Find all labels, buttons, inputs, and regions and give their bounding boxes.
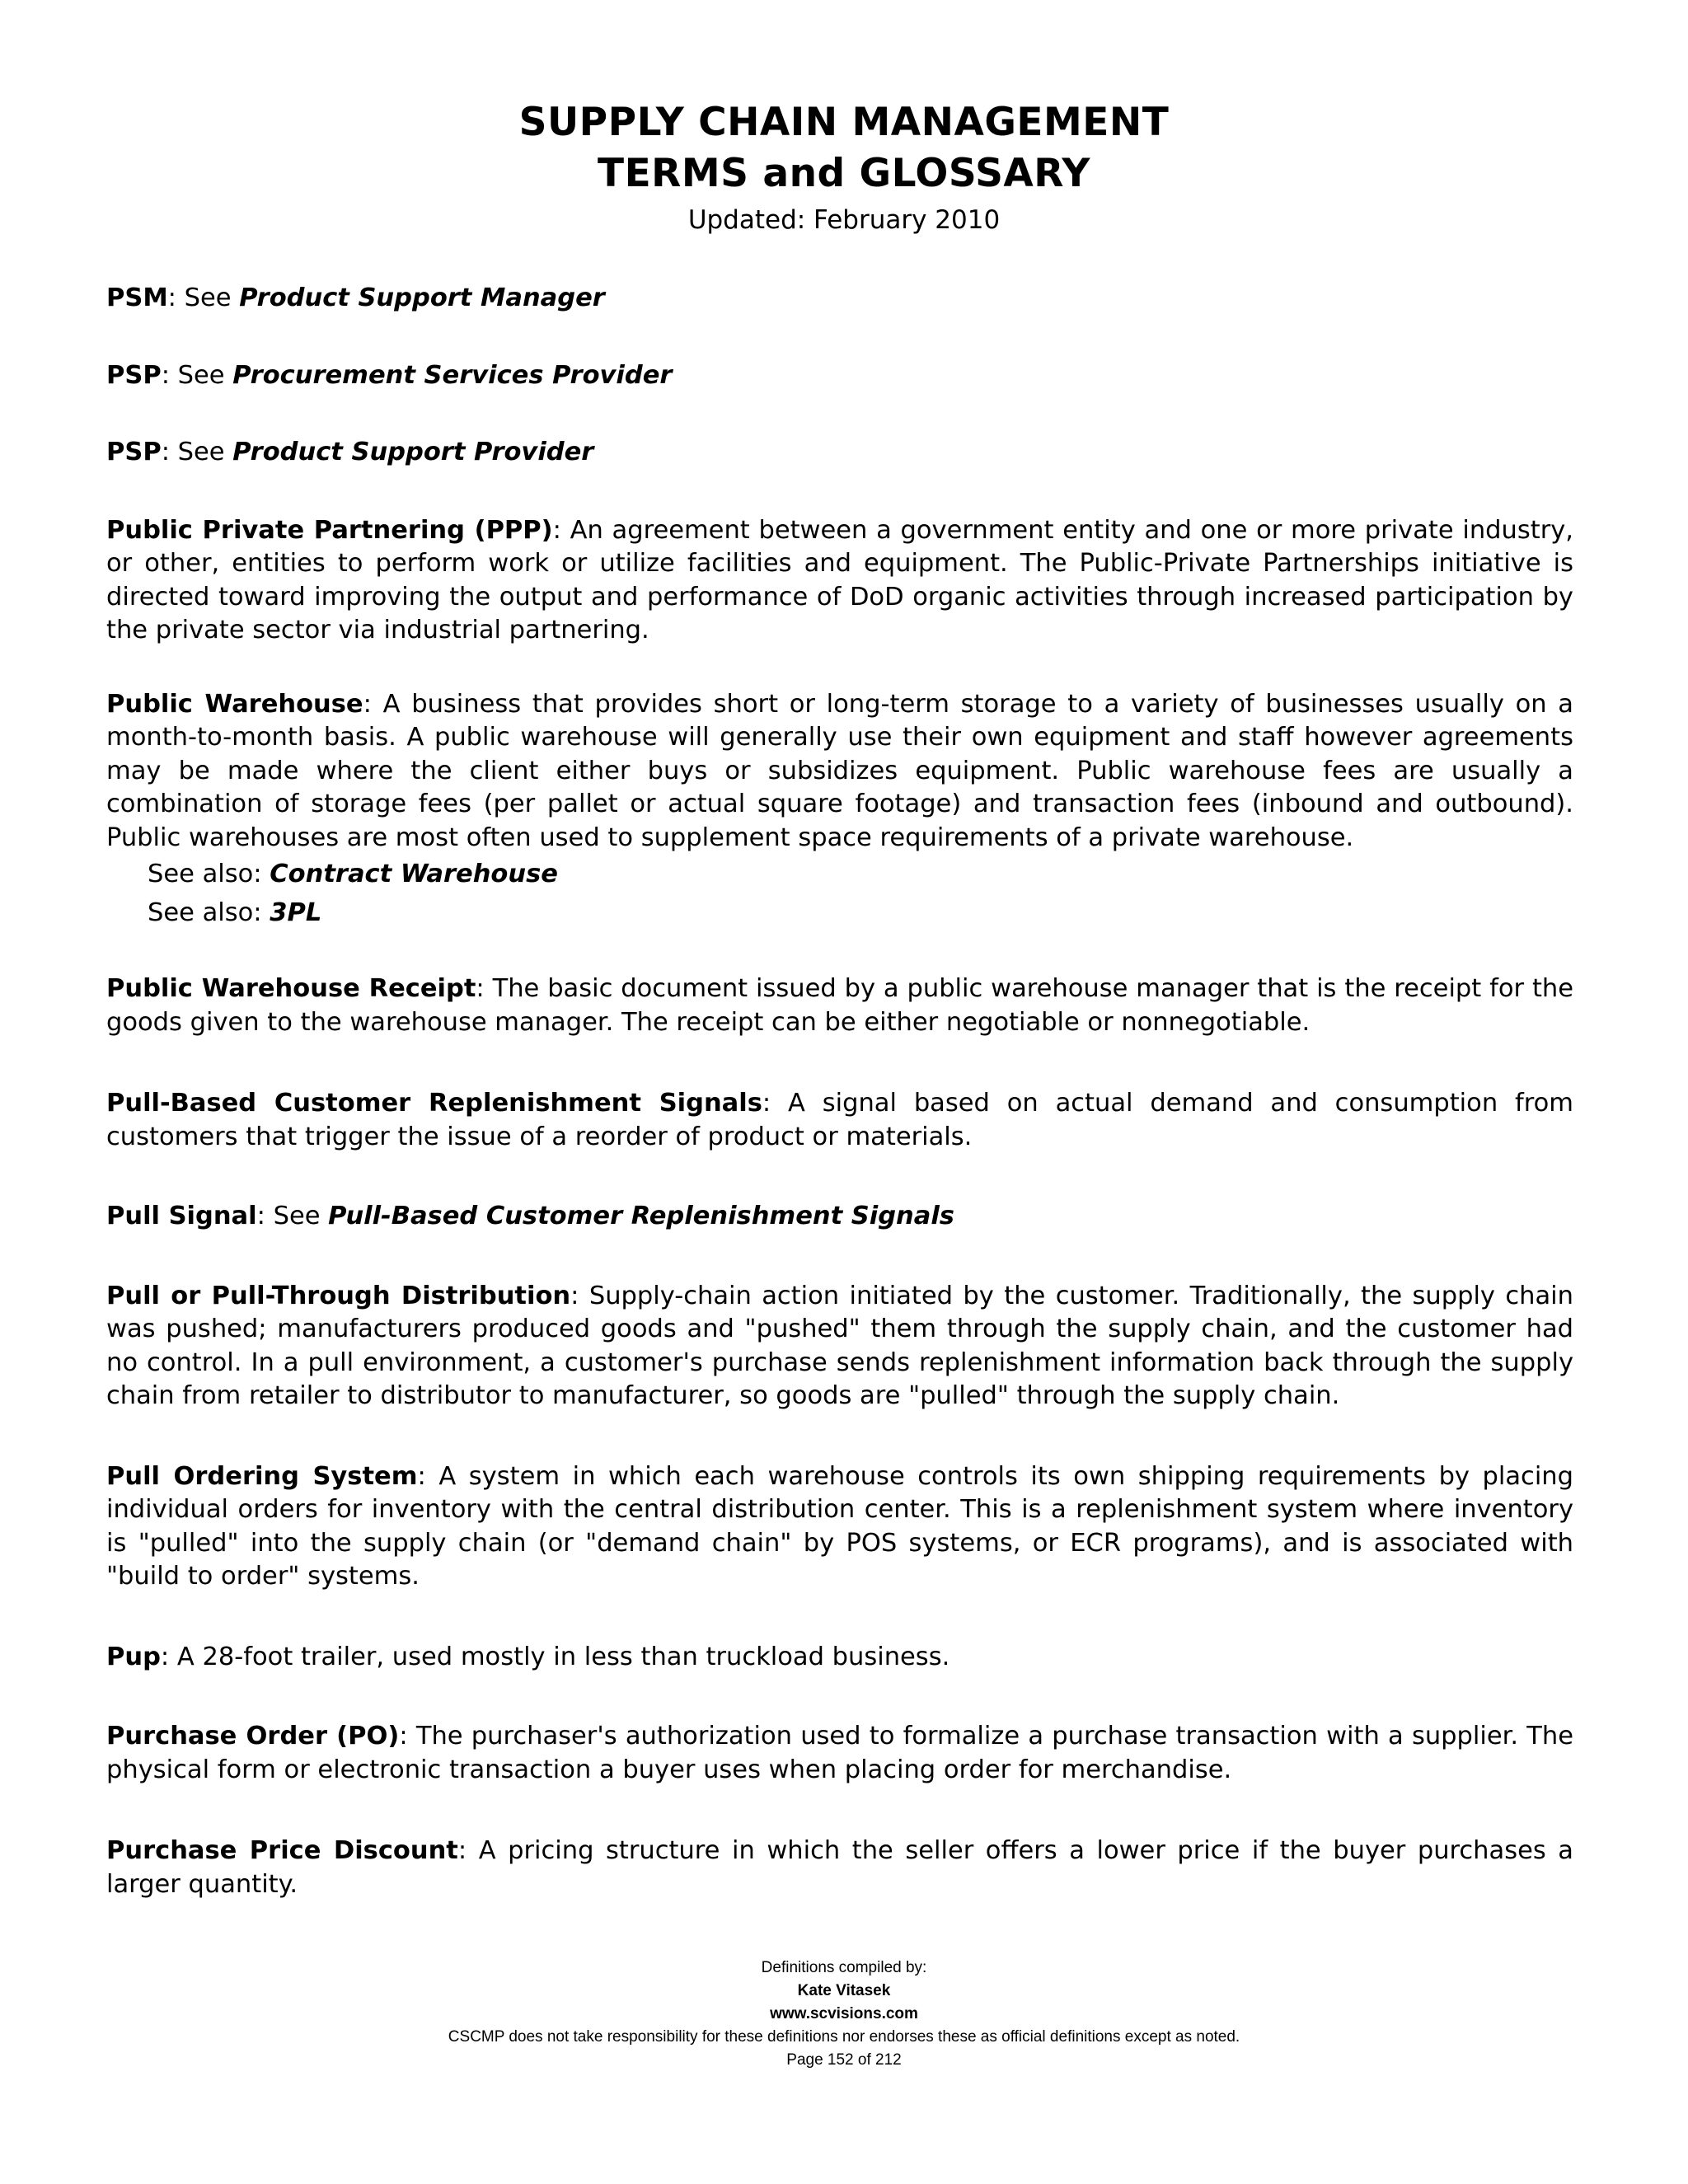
glossary-entry [106, 1835, 1573, 1901]
entry-separator: : [417, 1461, 439, 1491]
cross-reference-link[interactable]: Pull-Based Customer Replenishment Signals [328, 1202, 954, 1230]
glossary-entry [106, 1720, 1573, 1787]
title-line-1: SUPPLY CHAIN MANAGEMENT [518, 100, 1170, 145]
glossary-entry [106, 1641, 1573, 1675]
entry-separator: : [762, 1089, 789, 1118]
entry-definition: A system in which each warehouse controls its own shipping requirements by placing individual orders for inventory with the central distribution center. This is a replenishment system where inventory is "pulled" into the supply chain (or "demand chain" by POS systems, or ECR programs), and is associated with "build to order" systems. [106, 1461, 1573, 1591]
entry-term: Pull or Pull-Through Distribution [106, 1281, 571, 1310]
updated-date: Updated: February 2010 [687, 205, 1001, 235]
glossary-entry [106, 1460, 1573, 1594]
entry-term: PSP [106, 438, 162, 466]
see-also-line [148, 893, 1573, 932]
disclaimer-text: CSCMP does not take responsibility for these definitions nor endorses these as official definitions except as noted. [448, 2028, 1240, 2046]
entry-definition: A 28-foot trailer, used mostly in less than truckload business. [176, 1642, 950, 1671]
glossary-entry [106, 1280, 1573, 1413]
glossary-entry [106, 282, 1573, 316]
page-header [0, 97, 1688, 237]
entry-term: Public Warehouse Receipt [106, 974, 476, 1003]
entry-term: PSP [106, 360, 162, 390]
entry-term: Pull Signal [106, 1202, 257, 1230]
entry-separator: : [363, 689, 383, 719]
cross-reference-link[interactable]: Product Support Provider [232, 438, 594, 466]
glossary-entry [106, 688, 1573, 855]
entry-definition: Supply-chain action initiated by the customer. Traditionally, the supply chain was pushed; manufacturers produced goods and "pushed" them through the supply chain, and the customer had no control. In a pull environment, a customer's purchase sends replenishment information back through the supply chain from retailer to distributor to manufacturer, so goods are "pulled" through the supply chain. [106, 1281, 1573, 1410]
cross-reference-link[interactable]: Procurement Services Provider [232, 360, 673, 390]
entry-separator: : [570, 1281, 589, 1310]
website-link[interactable]: www.scvisions.com [770, 2005, 918, 2022]
title-line-2: TERMS and GLOSSARY [598, 151, 1090, 196]
entry-term: Public Private Partnering (PPP) [106, 515, 553, 545]
entry-definition: A business that provides short or long-term storage to a variety of businesses usually on a month-to-month basis. A public warehouse will generally use their own equipment and staff however agreements may be made where the client either buys or subsidizes equipment. Public warehouse fees are usually a combination of storage fees (per pallet or actual square footage) and transaction fees (inbound and outbound). Public warehouses are most often used to supplement space requirements of a private warehouse. [106, 689, 1573, 852]
entry-separator: : See [161, 438, 233, 466]
page-number: Page 152 of 212 [786, 2051, 902, 2069]
compiled-by-label: Definitions compiled by: [761, 1959, 927, 1976]
entry-separator: : [160, 1642, 177, 1671]
entry-separator: : [552, 515, 570, 545]
cross-reference-link[interactable]: Contract Warehouse [270, 860, 558, 888]
glossary-entries [106, 282, 1573, 1901]
entry-definition: An agreement between a government entity and one or more private industry, or other, entities to perform work or utilize facilities and equipment. The Public-Private Partnerships initiative is directed toward improving the output and performance of DoD organic activities through increased participation by the private sector via industrial partnering. [106, 515, 1573, 644]
glossary-entry [106, 1087, 1573, 1154]
entry-separator: : See [256, 1202, 329, 1230]
entry-definition: The basic document issued by a public warehouse manager that is the receipt for the goods given to the warehouse manager. The receipt can be either negotiable or nonnegotiable. [106, 974, 1573, 1037]
glossary-entry [106, 436, 1573, 470]
entry-term: Pull Ordering System [106, 1461, 418, 1491]
page-footer [0, 1957, 1688, 2072]
cross-reference-link[interactable]: Product Support Manager [239, 284, 605, 312]
glossary-entry [106, 1200, 1573, 1234]
entry-term: Pup [106, 1642, 161, 1671]
see-also-line [148, 855, 1573, 893]
author-name: Kate Vitasek [797, 1982, 891, 1999]
entry-term: Public Warehouse [106, 689, 363, 719]
cross-reference-link[interactable]: 3PL [270, 898, 322, 927]
see-also-label: See also: [148, 898, 270, 927]
entry-definition: A signal based on actual demand and consumption from customers that trigger the issue of a reorder of product or materials. [106, 1089, 1573, 1151]
see-also-label: See also: [148, 860, 270, 888]
entry-term: Purchase Order (PO) [106, 1722, 400, 1750]
entry-separator: : [457, 1836, 479, 1865]
entry-term: Pull-Based Customer Replenishment Signals [106, 1089, 762, 1118]
entry-definition: A pricing structure in which the seller offers a lower price if the buyer purchases a larger quantity. [106, 1836, 1573, 1899]
entry-separator: : [476, 974, 493, 1003]
entry-term: Purchase Price Discount [106, 1836, 458, 1865]
entry-separator: : [399, 1722, 416, 1750]
entry-term: PSM [106, 284, 168, 312]
entry-separator: : See [167, 284, 240, 312]
glossary-entry [106, 514, 1573, 648]
entry-separator: : See [161, 360, 233, 390]
glossary-entry [106, 359, 1573, 393]
entry-definition: The purchaser's authorization used to formalize a purchase transaction with a supplier. The physical form or electronic transaction a buyer uses when placing order for merchandise. [106, 1722, 1573, 1784]
glossary-entry [106, 972, 1573, 1039]
